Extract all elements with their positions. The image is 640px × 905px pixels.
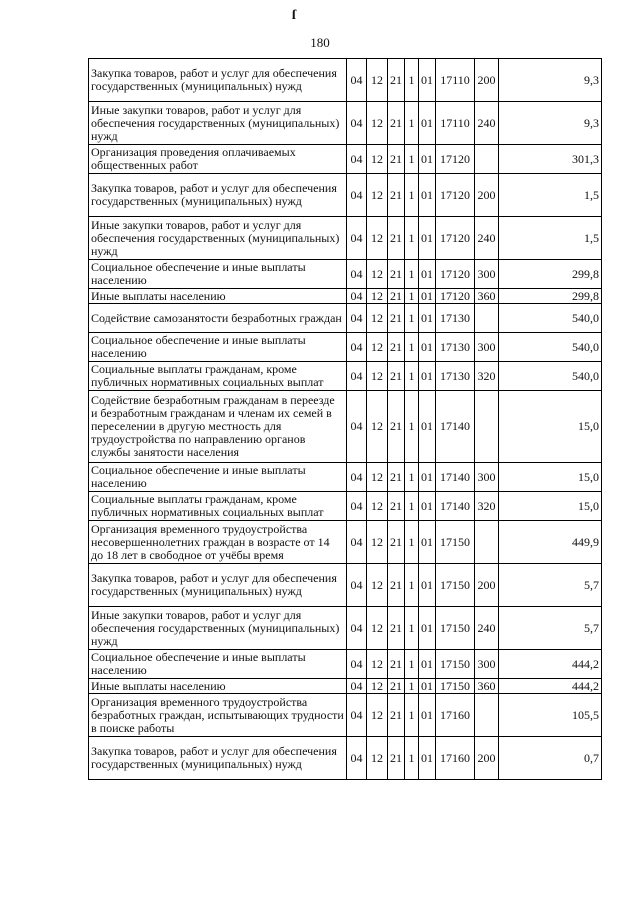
row-program-code: 21 bbox=[388, 564, 405, 607]
row-direction-code: 17120 bbox=[436, 174, 475, 217]
table-row bbox=[89, 102, 602, 145]
row-amount: 444,2 bbox=[499, 650, 602, 679]
row-section: 04 bbox=[347, 362, 367, 391]
row-amount: 105,5 bbox=[499, 694, 602, 737]
row-subprogram-code: 1 bbox=[405, 492, 419, 521]
row-subsection: 12 bbox=[367, 679, 388, 694]
row-main-activity-code: 01 bbox=[419, 260, 436, 289]
row-name: Социальные выплаты гражданам, кроме публичных нормативных социальных выплат bbox=[89, 492, 347, 521]
table-row bbox=[89, 607, 602, 650]
table-row bbox=[89, 463, 602, 492]
row-program-code: 21 bbox=[388, 650, 405, 679]
row-direction-code: 17150 bbox=[436, 564, 475, 607]
table-row bbox=[89, 492, 602, 521]
row-section: 04 bbox=[347, 174, 367, 217]
row-subprogram-code: 1 bbox=[405, 463, 419, 492]
row-subsection: 12 bbox=[367, 521, 388, 564]
row-name: Содействие безработным гражданам в переезде и безработным гражданам и членам их семей в переселении в другую местность для трудоустройства по направлению органов службы занятости населения bbox=[89, 391, 347, 463]
row-subsection: 12 bbox=[367, 492, 388, 521]
row-section: 04 bbox=[347, 463, 367, 492]
table-row bbox=[89, 679, 602, 694]
row-subsection: 12 bbox=[367, 145, 388, 174]
table-row bbox=[89, 289, 602, 304]
row-subprogram-code: 1 bbox=[405, 607, 419, 650]
row-direction-code: 17130 bbox=[436, 333, 475, 362]
row-subsection: 12 bbox=[367, 174, 388, 217]
row-subsection: 12 bbox=[367, 607, 388, 650]
row-direction-code: 17150 bbox=[436, 521, 475, 564]
row-program-code: 21 bbox=[388, 607, 405, 650]
row-amount: 9,3 bbox=[499, 59, 602, 102]
row-amount: 5,7 bbox=[499, 607, 602, 650]
row-main-activity-code: 01 bbox=[419, 145, 436, 174]
row-amount: 299,8 bbox=[499, 289, 602, 304]
table-row bbox=[89, 362, 602, 391]
row-expense-type: 320 bbox=[475, 362, 499, 391]
row-section: 04 bbox=[347, 333, 367, 362]
row-main-activity-code: 01 bbox=[419, 289, 436, 304]
row-main-activity-code: 01 bbox=[419, 650, 436, 679]
row-main-activity-code: 01 bbox=[419, 737, 436, 780]
row-direction-code: 17130 bbox=[436, 362, 475, 391]
row-amount: 301,3 bbox=[499, 145, 602, 174]
row-name: Закупка товаров, работ и услуг для обеспечения государственных (муниципальных) нужд bbox=[89, 737, 347, 780]
row-name: Организация проведения оплачиваемых общественных работ bbox=[89, 145, 347, 174]
row-section: 04 bbox=[347, 260, 367, 289]
row-name: Закупка товаров, работ и услуг для обеспечения государственных (муниципальных) нужд bbox=[89, 564, 347, 607]
row-name: Содействие самозанятости безработных граждан bbox=[89, 304, 347, 333]
row-name: Социальные выплаты гражданам, кроме публичных нормативных социальных выплат bbox=[89, 362, 347, 391]
row-amount: 1,5 bbox=[499, 217, 602, 260]
row-main-activity-code: 01 bbox=[419, 59, 436, 102]
row-amount: 15,0 bbox=[499, 391, 602, 463]
row-expense-type: 200 bbox=[475, 564, 499, 607]
row-subprogram-code: 1 bbox=[405, 145, 419, 174]
row-subsection: 12 bbox=[367, 289, 388, 304]
row-expense-type: 240 bbox=[475, 102, 499, 145]
row-direction-code: 17120 bbox=[436, 260, 475, 289]
page-number: 180 bbox=[310, 35, 330, 50]
row-expense-type: 300 bbox=[475, 333, 499, 362]
row-subprogram-code: 1 bbox=[405, 564, 419, 607]
row-amount: 15,0 bbox=[499, 492, 602, 521]
row-section: 04 bbox=[347, 304, 367, 333]
row-section: 04 bbox=[347, 289, 367, 304]
row-name: Социальное обеспечение и иные выплаты населению bbox=[89, 260, 347, 289]
table-row bbox=[89, 694, 602, 737]
row-direction-code: 17160 bbox=[436, 737, 475, 780]
row-subprogram-code: 1 bbox=[405, 260, 419, 289]
row-subsection: 12 bbox=[367, 333, 388, 362]
row-section: 04 bbox=[347, 650, 367, 679]
row-subsection: 12 bbox=[367, 694, 388, 737]
row-expense-type: 200 bbox=[475, 737, 499, 780]
row-main-activity-code: 01 bbox=[419, 492, 436, 521]
row-subsection: 12 bbox=[367, 737, 388, 780]
row-name: Организация временного трудоустройства несовершеннолетних граждан в возрасте от 14 до 18 лет в свободное от учёбы время bbox=[89, 521, 347, 564]
row-direction-code: 17140 bbox=[436, 492, 475, 521]
table-row bbox=[89, 260, 602, 289]
row-amount: 449,9 bbox=[499, 521, 602, 564]
row-program-code: 21 bbox=[388, 679, 405, 694]
table-row bbox=[89, 145, 602, 174]
row-subsection: 12 bbox=[367, 304, 388, 333]
row-subsection: 12 bbox=[367, 564, 388, 607]
row-expense-type bbox=[475, 145, 499, 174]
row-main-activity-code: 01 bbox=[419, 333, 436, 362]
row-main-activity-code: 01 bbox=[419, 391, 436, 463]
row-program-code: 21 bbox=[388, 217, 405, 260]
row-subprogram-code: 1 bbox=[405, 679, 419, 694]
row-subprogram-code: 1 bbox=[405, 362, 419, 391]
row-section: 04 bbox=[347, 694, 367, 737]
row-program-code: 21 bbox=[388, 492, 405, 521]
row-program-code: 21 bbox=[388, 333, 405, 362]
handwritten-mark: ſ bbox=[292, 8, 296, 23]
row-expense-type: 360 bbox=[475, 289, 499, 304]
row-program-code: 21 bbox=[388, 391, 405, 463]
budget-table bbox=[88, 58, 602, 780]
row-subsection: 12 bbox=[367, 102, 388, 145]
row-program-code: 21 bbox=[388, 737, 405, 780]
row-direction-code: 17120 bbox=[436, 217, 475, 260]
row-expense-type: 200 bbox=[475, 174, 499, 217]
row-main-activity-code: 01 bbox=[419, 362, 436, 391]
row-section: 04 bbox=[347, 492, 367, 521]
row-section: 04 bbox=[347, 737, 367, 780]
row-expense-type bbox=[475, 694, 499, 737]
row-subprogram-code: 1 bbox=[405, 694, 419, 737]
row-direction-code: 17150 bbox=[436, 679, 475, 694]
row-amount: 299,8 bbox=[499, 260, 602, 289]
row-amount: 9,3 bbox=[499, 102, 602, 145]
row-program-code: 21 bbox=[388, 145, 405, 174]
table-row bbox=[89, 391, 602, 463]
row-section: 04 bbox=[347, 521, 367, 564]
row-amount: 5,7 bbox=[499, 564, 602, 607]
row-direction-code: 17110 bbox=[436, 102, 475, 145]
row-name: Организация временного трудоустройства безработных граждан, испытывающих трудности в поиске работы bbox=[89, 694, 347, 737]
row-direction-code: 17150 bbox=[436, 650, 475, 679]
row-section: 04 bbox=[347, 59, 367, 102]
row-program-code: 21 bbox=[388, 102, 405, 145]
row-program-code: 21 bbox=[388, 304, 405, 333]
row-program-code: 21 bbox=[388, 521, 405, 564]
row-main-activity-code: 01 bbox=[419, 521, 436, 564]
row-direction-code: 17140 bbox=[436, 463, 475, 492]
row-subsection: 12 bbox=[367, 217, 388, 260]
row-expense-type: 300 bbox=[475, 463, 499, 492]
row-direction-code: 17120 bbox=[436, 289, 475, 304]
row-subsection: 12 bbox=[367, 59, 388, 102]
row-expense-type: 300 bbox=[475, 650, 499, 679]
row-section: 04 bbox=[347, 391, 367, 463]
row-expense-type: 240 bbox=[475, 217, 499, 260]
row-program-code: 21 bbox=[388, 260, 405, 289]
table-row bbox=[89, 521, 602, 564]
row-subprogram-code: 1 bbox=[405, 217, 419, 260]
row-main-activity-code: 01 bbox=[419, 174, 436, 217]
row-subsection: 12 bbox=[367, 260, 388, 289]
row-name: Социальное обеспечение и иные выплаты населению bbox=[89, 650, 347, 679]
row-section: 04 bbox=[347, 679, 367, 694]
table-body bbox=[89, 59, 602, 780]
row-name: Социальное обеспечение и иные выплаты населению bbox=[89, 333, 347, 362]
table-row bbox=[89, 737, 602, 780]
row-direction-code: 17150 bbox=[436, 607, 475, 650]
row-main-activity-code: 01 bbox=[419, 102, 436, 145]
row-name: Иные выплаты населению bbox=[89, 679, 347, 694]
row-direction-code: 17160 bbox=[436, 694, 475, 737]
row-subprogram-code: 1 bbox=[405, 289, 419, 304]
row-amount: 1,5 bbox=[499, 174, 602, 217]
row-section: 04 bbox=[347, 145, 367, 174]
row-expense-type: 320 bbox=[475, 492, 499, 521]
row-subprogram-code: 1 bbox=[405, 174, 419, 217]
row-expense-type bbox=[475, 521, 499, 564]
row-program-code: 21 bbox=[388, 59, 405, 102]
row-program-code: 21 bbox=[388, 174, 405, 217]
row-section: 04 bbox=[347, 217, 367, 260]
row-program-code: 21 bbox=[388, 362, 405, 391]
row-direction-code: 17110 bbox=[436, 59, 475, 102]
row-expense-type bbox=[475, 304, 499, 333]
row-name: Иные закупки товаров, работ и услуг для обеспечения государственных (муниципальных) нужд bbox=[89, 217, 347, 260]
row-name: Иные выплаты населению bbox=[89, 289, 347, 304]
row-main-activity-code: 01 bbox=[419, 694, 436, 737]
table-row bbox=[89, 304, 602, 333]
row-expense-type bbox=[475, 391, 499, 463]
row-subsection: 12 bbox=[367, 463, 388, 492]
row-subprogram-code: 1 bbox=[405, 304, 419, 333]
row-subsection: 12 bbox=[367, 362, 388, 391]
row-expense-type: 360 bbox=[475, 679, 499, 694]
row-direction-code: 17120 bbox=[436, 145, 475, 174]
row-subprogram-code: 1 bbox=[405, 737, 419, 780]
row-subprogram-code: 1 bbox=[405, 102, 419, 145]
row-expense-type: 200 bbox=[475, 59, 499, 102]
row-section: 04 bbox=[347, 564, 367, 607]
row-expense-type: 240 bbox=[475, 607, 499, 650]
row-main-activity-code: 01 bbox=[419, 304, 436, 333]
row-direction-code: 17140 bbox=[436, 391, 475, 463]
table-row bbox=[89, 174, 602, 217]
row-program-code: 21 bbox=[388, 463, 405, 492]
row-subprogram-code: 1 bbox=[405, 521, 419, 564]
row-name: Социальное обеспечение и иные выплаты населению bbox=[89, 463, 347, 492]
row-subsection: 12 bbox=[367, 391, 388, 463]
row-name: Иные закупки товаров, работ и услуг для обеспечения государственных (муниципальных) нужд bbox=[89, 607, 347, 650]
row-section: 04 bbox=[347, 607, 367, 650]
row-main-activity-code: 01 bbox=[419, 607, 436, 650]
row-amount: 0,7 bbox=[499, 737, 602, 780]
row-name: Иные закупки товаров, работ и услуг для обеспечения государственных (муниципальных) нужд bbox=[89, 102, 347, 145]
row-main-activity-code: 01 bbox=[419, 217, 436, 260]
table-row bbox=[89, 564, 602, 607]
row-main-activity-code: 01 bbox=[419, 564, 436, 607]
row-amount: 540,0 bbox=[499, 333, 602, 362]
row-program-code: 21 bbox=[388, 694, 405, 737]
row-subprogram-code: 1 bbox=[405, 650, 419, 679]
table-row bbox=[89, 333, 602, 362]
row-name: Закупка товаров, работ и услуг для обеспечения государственных (муниципальных) нужд bbox=[89, 59, 347, 102]
row-amount: 540,0 bbox=[499, 304, 602, 333]
row-section: 04 bbox=[347, 102, 367, 145]
row-direction-code: 17130 bbox=[436, 304, 475, 333]
table-row bbox=[89, 650, 602, 679]
row-main-activity-code: 01 bbox=[419, 679, 436, 694]
row-subprogram-code: 1 bbox=[405, 391, 419, 463]
table-row bbox=[89, 59, 602, 102]
row-subprogram-code: 1 bbox=[405, 333, 419, 362]
row-amount: 444,2 bbox=[499, 679, 602, 694]
row-main-activity-code: 01 bbox=[419, 463, 436, 492]
row-name: Закупка товаров, работ и услуг для обеспечения государственных (муниципальных) нужд bbox=[89, 174, 347, 217]
row-program-code: 21 bbox=[388, 289, 405, 304]
row-subprogram-code: 1 bbox=[405, 59, 419, 102]
table-row bbox=[89, 217, 602, 260]
row-amount: 540,0 bbox=[499, 362, 602, 391]
row-amount: 15,0 bbox=[499, 463, 602, 492]
row-subsection: 12 bbox=[367, 650, 388, 679]
row-expense-type: 300 bbox=[475, 260, 499, 289]
